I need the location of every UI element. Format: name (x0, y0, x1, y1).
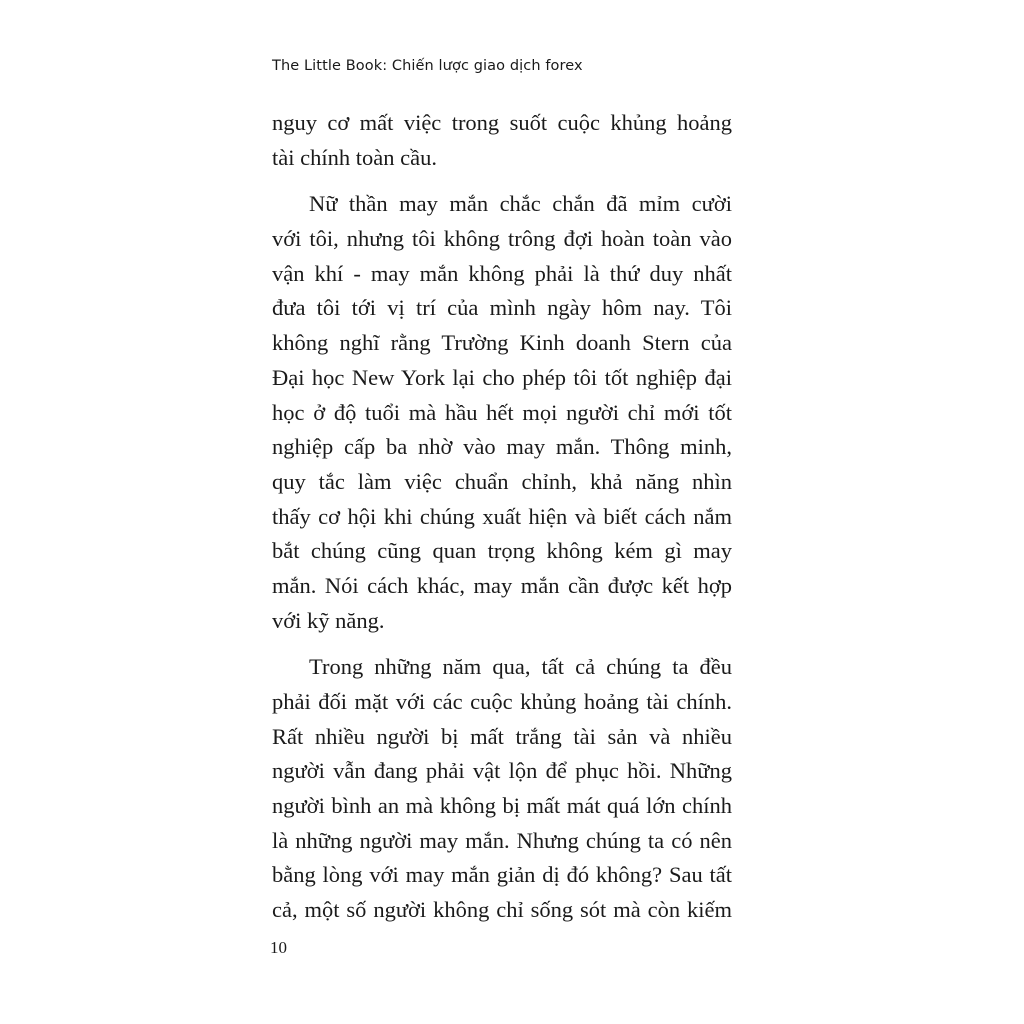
paragraph-3 (272, 650, 732, 928)
text-line: bằng lòng với may mắn giản dị đó không? Sau tất (272, 862, 732, 888)
text-line: Đại học New York lại cho phép tôi tốt nghiệp đại (272, 364, 732, 390)
text-line: người bình an mà không bị mất mát quá lớn chính (272, 793, 732, 819)
text-line: với tôi, nhưng tôi không trông đợi hoàn toàn vào (272, 226, 732, 252)
text-line: nguy cơ mất việc trong suốt cuộc khủng hoảng (272, 110, 732, 135)
text-line: tài chính toàn cầu. (272, 144, 437, 170)
page-number: 10 (270, 938, 287, 957)
text-line: người vẫn đang phải vật lộn để phục hồi. Những (272, 758, 732, 784)
running-header: The Little Book: Chiến lược giao dịch forex (272, 58, 583, 74)
text-line: Nữ thần may mắn chắc chắn đã mỉm cười (309, 191, 732, 217)
paragraph-2 (272, 187, 732, 638)
body-text (272, 106, 732, 928)
text-line: đưa tôi tới vị trí của mình ngày hôm nay. Tôi (272, 295, 732, 321)
text-line: với kỹ năng. (272, 607, 385, 633)
text-line: cả, một số người không chỉ sống sót mà còn kiếm (272, 897, 732, 923)
text-line: phải đối mặt với các cuộc khủng hoảng tài chính. (272, 689, 732, 714)
text-line: quy tắc làm việc chuẩn chỉnh, khả năng nhìn (272, 468, 732, 494)
text-line: vận khí - may mắn không phải là thứ duy nhất (272, 260, 732, 286)
text-line: thấy cơ hội khi chúng xuất hiện và biết cách nắm (272, 503, 732, 529)
text-line: học ở độ tuổi mà hầu hết mọi người chỉ mới tốt (272, 399, 732, 425)
text-line: là những người may mắn. Nhưng chúng ta có nên (272, 827, 732, 853)
text-line: mắn. Nói cách khác, may mắn cần được kết hợp (272, 572, 732, 598)
text-line: nghiệp cấp ba nhờ vào may mắn. Thông minh, (272, 434, 732, 460)
text-line: không nghĩ rằng Trường Kinh doanh Stern của (272, 330, 732, 356)
text-line: Rất nhiều người bị mất trắng tài sản và nhiều (272, 723, 732, 749)
text-line: Trong những năm qua, tất cả chúng ta đều (309, 654, 732, 680)
paragraph-1 (272, 106, 732, 175)
text-line: bắt chúng cũng quan trọng không kém gì may (272, 538, 732, 564)
